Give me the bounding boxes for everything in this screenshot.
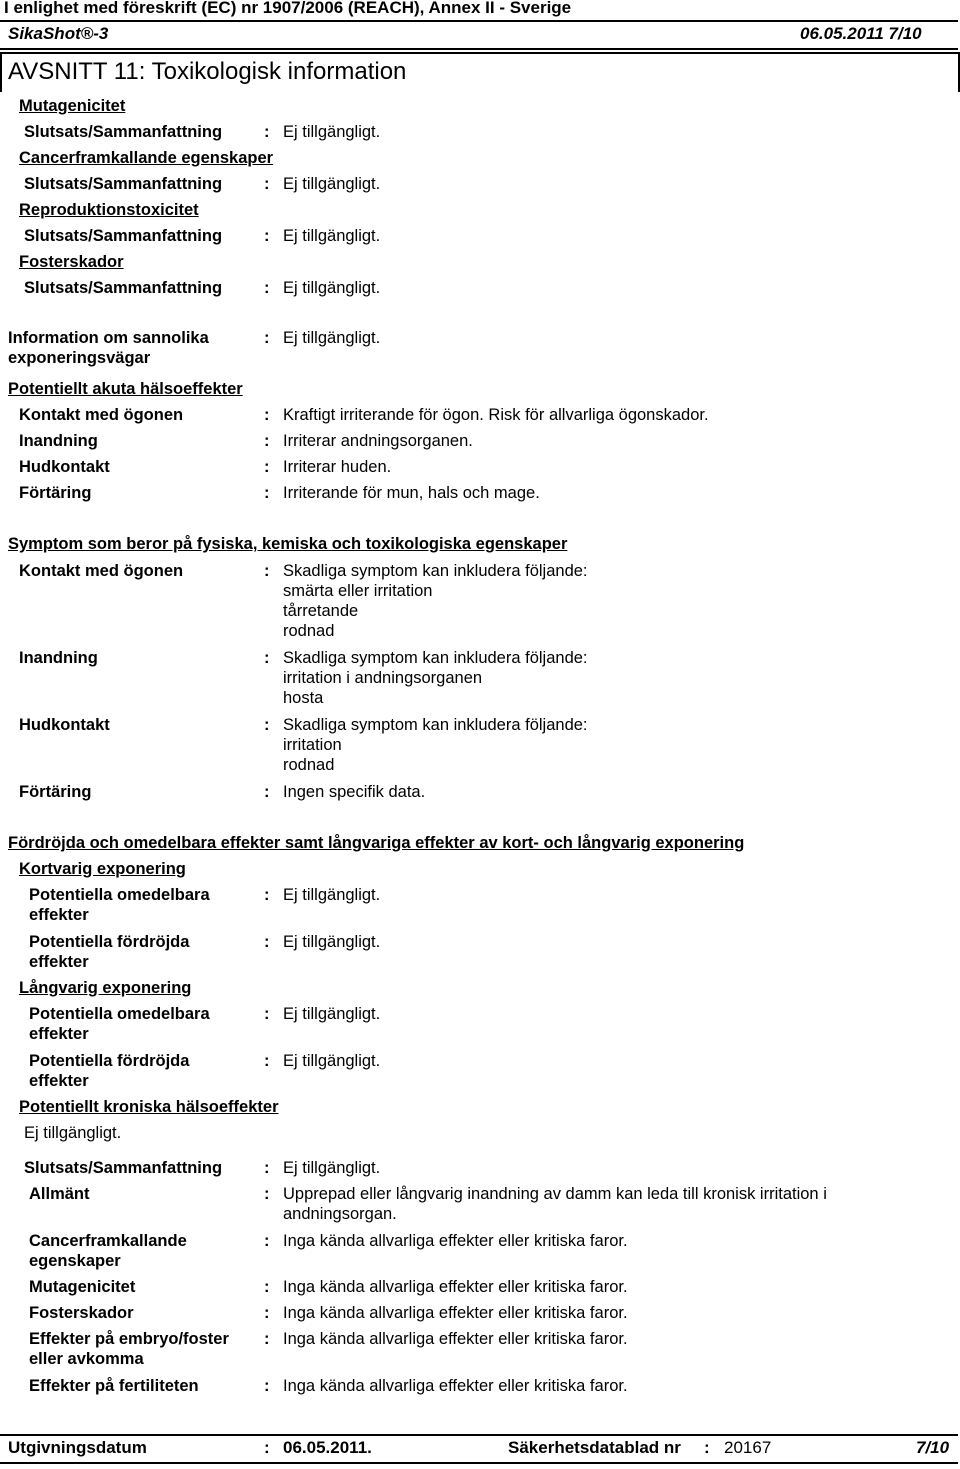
- colon: :: [264, 1159, 270, 1177]
- product-name: SikaShot®-3: [8, 24, 109, 43]
- colon: :: [264, 279, 270, 297]
- short-delayed-label: Potentiella fördröjda effekter: [29, 933, 190, 971]
- colon: :: [264, 933, 270, 951]
- footer-colon: :: [704, 1438, 710, 1457]
- footer-page: 7/10: [916, 1438, 950, 1457]
- chronic-fertility-label: Effekter på fertiliteten: [29, 1377, 199, 1395]
- document-regulation-title: I enlighet med föreskrift (EC) nr 1907/2006 (REACH), Annex II - Sverige: [4, 0, 572, 17]
- long-term-heading: Långvarig exponering: [19, 979, 192, 997]
- symptoms-skin-intro: Skadliga symptom kan inkludera följande:: [283, 716, 588, 734]
- long-immediate-label: Potentiella omedelbara effekter: [29, 1005, 210, 1043]
- chronic-mutagenicity-value: Inga kända allvarliga effekter eller kritiska faror.: [283, 1278, 628, 1296]
- carcinogenicity-heading: Cancerframkallande egenskaper: [19, 149, 274, 167]
- symptoms-skin-line: irritation: [283, 736, 342, 754]
- conclusion-value: Ej tillgängligt.: [283, 227, 381, 245]
- acute-skin-label: Hudkontakt: [19, 458, 110, 476]
- footer-sds-number: 20167: [724, 1438, 772, 1457]
- reproductive-toxicity-heading: Reproduktionstoxicitet: [19, 201, 199, 219]
- chronic-carcinogenicity-value: Inga kända allvarliga effekter eller kritiska faror.: [283, 1232, 628, 1250]
- chronic-developmental-value: Inga kända allvarliga effekter eller kritiska faror.: [283, 1330, 628, 1348]
- section-title: AVSNITT 11: Toxikologisk information: [8, 58, 407, 85]
- colon: :: [264, 783, 270, 801]
- colon: :: [264, 1232, 270, 1250]
- symptoms-skin-line: rodnad: [283, 756, 335, 774]
- footer-sds-label: Säkerhetsdatablad nr: [508, 1438, 681, 1457]
- symptoms-eye-label: Kontakt med ögonen: [19, 562, 184, 580]
- conclusion-value: Ej tillgängligt.: [283, 123, 381, 141]
- acute-eye-label: Kontakt med ögonen: [19, 406, 184, 424]
- conclusion-value: Ej tillgängligt.: [283, 279, 381, 297]
- colon: :: [264, 1377, 270, 1395]
- short-term-heading: Kortvarig exponering: [19, 860, 186, 878]
- acute-inhalation-value: Irriterar andningsorganen.: [283, 432, 473, 450]
- date-and-page: 06.05.2011 7/10: [800, 24, 922, 43]
- chronic-developmental-label: Effekter på embryo/foster eller avkomma: [29, 1330, 229, 1368]
- colon: :: [264, 1052, 270, 1070]
- conclusion-label: Slutsats/Sammanfattning: [24, 123, 223, 141]
- footer-bottom-rule: [0, 1462, 958, 1464]
- chronic-teratogenicity-label: Fosterskador: [29, 1304, 134, 1322]
- footer-issue-label: Utgivningsdatum: [8, 1438, 147, 1457]
- chronic-effects-heading: Potentiellt kroniska hälsoeffekter: [19, 1098, 279, 1116]
- chronic-carcinogenicity-label: Cancerframkallande egenskaper: [29, 1232, 187, 1270]
- chronic-general-label: Allmänt: [29, 1185, 90, 1203]
- symptoms-inhalation-line: hosta: [283, 689, 324, 707]
- short-delayed-value: Ej tillgängligt.: [283, 933, 381, 951]
- acute-ingestion-label: Förtäring: [19, 484, 92, 502]
- chronic-general-value: Upprepad eller långvarig inandning av damm kan leda till kronisk irritation i andningsorgan.: [283, 1185, 827, 1223]
- colon: :: [264, 562, 270, 580]
- colon: :: [264, 1005, 270, 1023]
- long-delayed-label: Potentiella fördröjda effekter: [29, 1052, 190, 1090]
- symptoms-eye-line: smärta eller irritation: [283, 582, 433, 600]
- acute-ingestion-value: Irriterande för mun, hals och mage.: [283, 484, 540, 502]
- colon: :: [264, 1278, 270, 1296]
- acute-eye-value: Kraftigt irriterande för ögon. Risk för allvarliga ögonskador.: [283, 406, 709, 424]
- chronic-conclusion-value: Ej tillgängligt.: [283, 1159, 381, 1177]
- symptoms-skin-label: Hudkontakt: [19, 716, 110, 734]
- symptoms-inhalation-line: irritation i andningsorganen: [283, 669, 483, 687]
- colon: :: [264, 1185, 270, 1203]
- footer-colon: :: [264, 1438, 270, 1457]
- chronic-intro: Ej tillgängligt.: [24, 1124, 122, 1142]
- footer-issue-date: 06.05.2011.: [283, 1438, 372, 1457]
- acute-effects-heading: Potentiellt akuta hälsoeffekter: [8, 380, 243, 398]
- symptoms-inhalation-label: Inandning: [19, 649, 98, 667]
- conclusion-value: Ej tillgängligt.: [283, 175, 381, 193]
- colon: :: [264, 1330, 270, 1348]
- long-delayed-value: Ej tillgängligt.: [283, 1052, 381, 1070]
- colon: :: [264, 649, 270, 667]
- colon: :: [264, 458, 270, 476]
- colon: :: [264, 432, 270, 450]
- colon: :: [264, 484, 270, 502]
- long-immediate-value: Ej tillgängligt.: [283, 1005, 381, 1023]
- colon: :: [264, 406, 270, 424]
- symptoms-heading: Symptom som beror på fysiska, kemiska och toxikologiska egenskaper: [8, 535, 568, 553]
- conclusion-label: Slutsats/Sammanfattning: [24, 279, 223, 297]
- chronic-mutagenicity-label: Mutagenicitet: [29, 1278, 136, 1296]
- colon: :: [264, 227, 270, 245]
- exposure-routes-label: Information om sannolika exponeringsvägar: [8, 329, 209, 367]
- short-immediate-label: Potentiella omedelbara effekter: [29, 886, 210, 924]
- conclusion-label: Slutsats/Sammanfattning: [24, 175, 223, 193]
- acute-skin-value: Irriterar huden.: [283, 458, 392, 476]
- mutagenicity-heading: Mutagenicitet: [19, 97, 126, 115]
- colon: :: [264, 175, 270, 193]
- colon: :: [264, 716, 270, 734]
- chronic-conclusion-label: Slutsats/Sammanfattning: [24, 1159, 223, 1177]
- chronic-teratogenicity-value: Inga kända allvarliga effekter eller kritiska faror.: [283, 1304, 628, 1322]
- colon: :: [264, 329, 270, 347]
- conclusion-label: Slutsats/Sammanfattning: [24, 227, 223, 245]
- symptoms-eye-line: tårretande: [283, 602, 359, 620]
- footer-top-rule: [0, 1434, 958, 1436]
- colon: :: [264, 886, 270, 904]
- exposure-routes-value: Ej tillgängligt.: [283, 329, 381, 347]
- symptoms-inhalation-intro: Skadliga symptom kan inkludera följande:: [283, 649, 588, 667]
- symptoms-eye-intro: Skadliga symptom kan inkludera följande:: [283, 562, 588, 580]
- colon: :: [264, 123, 270, 141]
- short-immediate-value: Ej tillgängligt.: [283, 886, 381, 904]
- delayed-effects-heading: Fördröjda och omedelbara effekter samt långvariga effekter av kort- och långvarig exponering: [8, 834, 745, 852]
- colon: :: [264, 1304, 270, 1322]
- symptoms-ingestion-value: Ingen specifik data.: [283, 783, 426, 801]
- chronic-fertility-value: Inga kända allvarliga effekter eller kritiska faror.: [283, 1377, 628, 1395]
- symptoms-eye-line: rodnad: [283, 622, 335, 640]
- acute-inhalation-label: Inandning: [19, 432, 98, 450]
- symptoms-ingestion-label: Förtäring: [19, 783, 92, 801]
- teratogenicity-heading: Fosterskador: [19, 253, 124, 271]
